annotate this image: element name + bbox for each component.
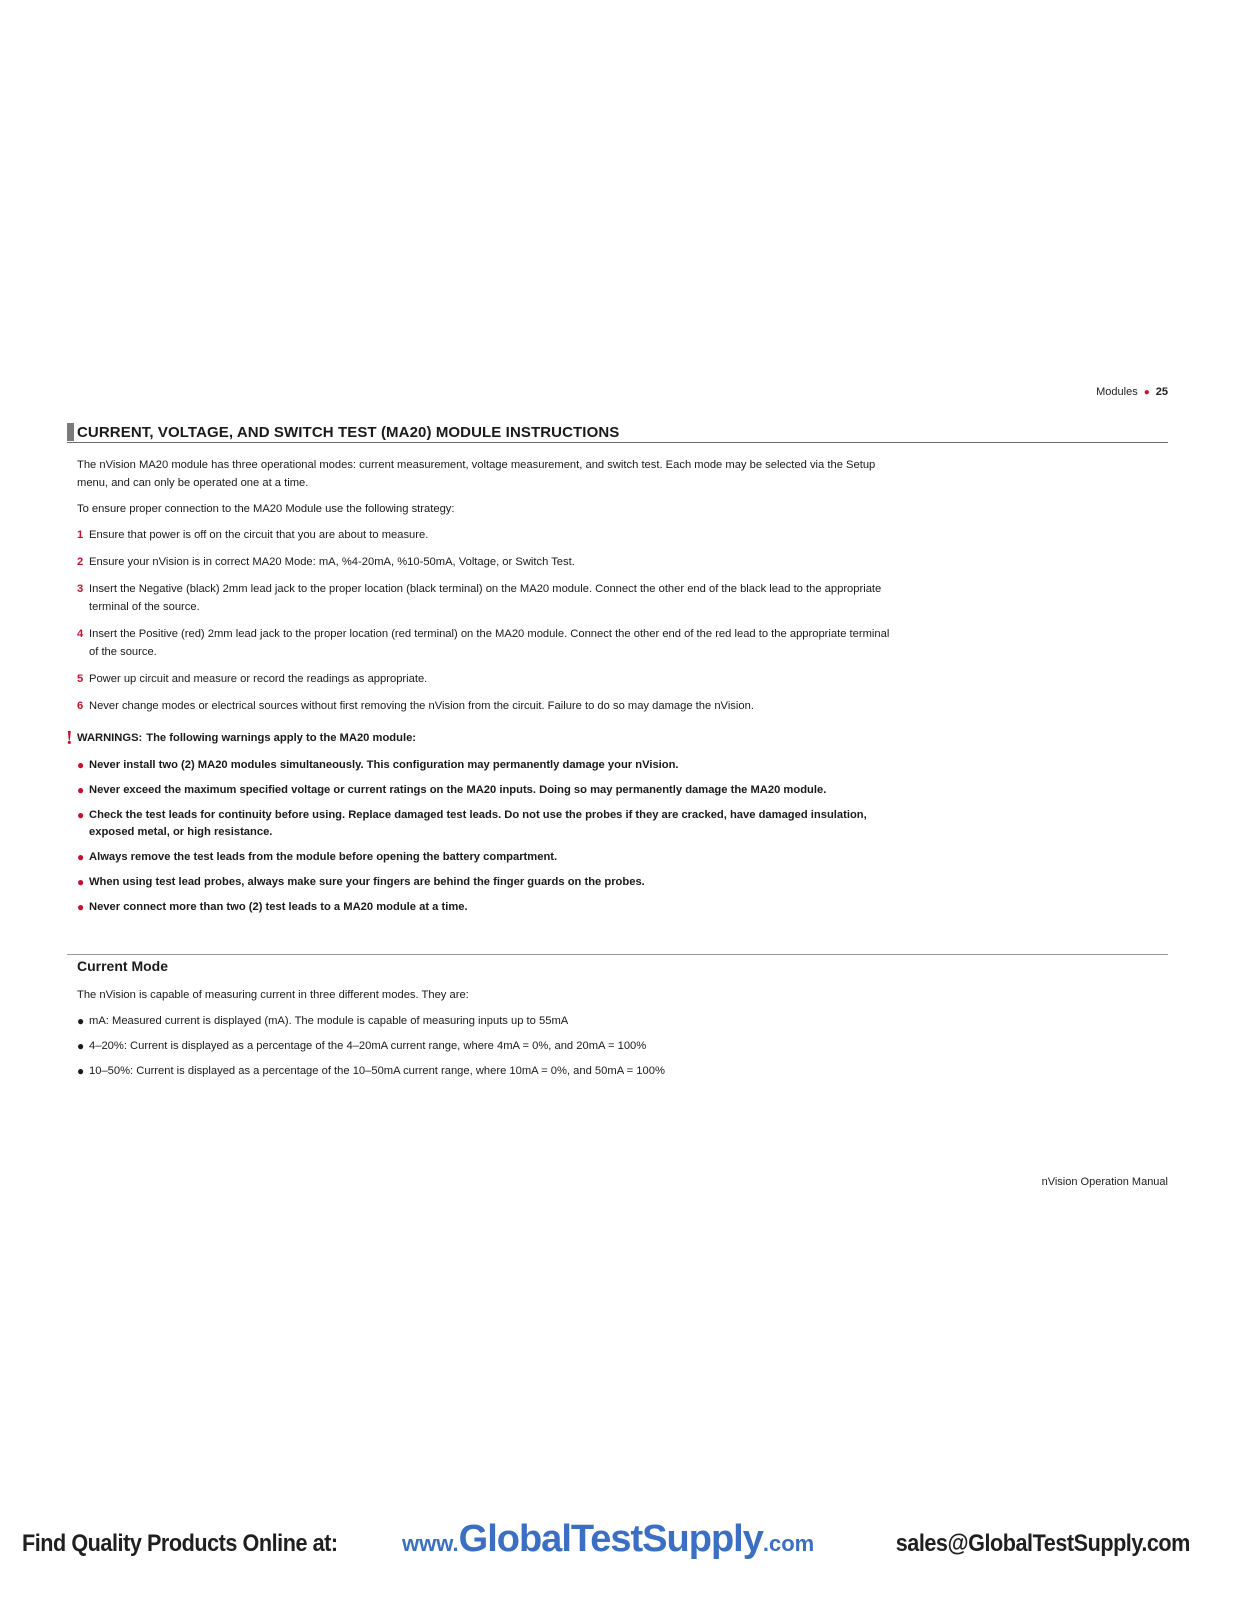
warning-text: Never exceed the maximum specified voltage or current ratings on the MA20 inputs. Doing so may permanently damage the MA20 module. [89, 784, 827, 796]
bullet-icon: ● [77, 875, 85, 889]
steps-list [77, 526, 892, 715]
main-content [66, 456, 892, 924]
bullet-icon: ● [77, 758, 85, 772]
header-section: Modules [1096, 386, 1138, 398]
mode-text: 4–20%: Current is displayed as a percentage of the 4–20mA current range, where 4mA = 0%, and 20mA = 100% [89, 1040, 647, 1052]
step-text: Power up circuit and measure or record the readings as appropriate. [89, 673, 428, 685]
step-item [77, 553, 892, 571]
current-mode-intro: The nVision is capable of measuring current in three different modes. They are: [77, 989, 469, 1001]
page-number: 25 [1155, 386, 1168, 398]
warnings-list [77, 757, 892, 916]
current-mode-list [77, 1012, 892, 1080]
bullet-icon: ● [77, 900, 85, 914]
strategy-paragraph: To ensure proper connection to the MA20 Module use the following strategy: [77, 503, 455, 515]
warning-text: Always remove the test leads from the module before opening the battery compartment. [89, 851, 558, 863]
step-number: 5 [77, 673, 84, 685]
mode-item [77, 1062, 892, 1080]
step-number: 2 [77, 556, 84, 568]
bullet-icon: ● [77, 1064, 85, 1078]
step-text: Ensure your nVision is in correct MA20 Mode: mA, %4-20mA, %10-50mA, Voltage, or Switch Test. [89, 556, 575, 568]
warnings-heading [66, 729, 892, 747]
intro-paragraph: The nVision MA20 module has three operational modes: current measurement, voltage measurement, and switch test. Each mode may be selected via the Setup menu, and can only be operated one at a time. [77, 459, 876, 489]
bullet-icon: ● [77, 850, 85, 864]
step-item [77, 526, 892, 544]
url-main: GlobalTestSupply [458, 1518, 763, 1560]
section-title [67, 423, 1168, 443]
current-mode-section [77, 956, 892, 1087]
title-bar-marker [67, 423, 74, 441]
page-footer: nVision Operation Manual [1041, 1176, 1168, 1188]
warning-text: Never install two (2) MA20 modules simultaneously. This configuration may permanently damage your nVision. [89, 759, 679, 771]
warning-item [77, 757, 892, 774]
step-number: 4 [77, 628, 84, 640]
warning-item [77, 849, 892, 866]
banner-email-link[interactable]: sales@GlobalTestSupply.com [895, 1530, 1190, 1557]
url-prefix: www. [402, 1531, 459, 1556]
step-text: Ensure that power is off on the circuit that you are about to measure. [89, 529, 429, 541]
mode-text: 10–50%: Current is displayed as a percentage of the 10–50mA current range, where 10mA = 0%, and 50mA = 100% [89, 1065, 665, 1077]
mode-text: mA: Measured current is displayed (mA). The module is capable of measuring inputs up to 55mA [89, 1015, 569, 1027]
mode-item [77, 1012, 892, 1030]
step-item [77, 580, 892, 616]
banner-find-text: Find Quality Products Online at: [22, 1530, 338, 1557]
current-mode-heading: Current Mode [77, 958, 168, 974]
warnings-label: WARNINGS: [77, 732, 143, 744]
step-item [77, 697, 892, 715]
warning-text: When using test lead probes, always make sure your fingers are behind the finger guards on the probes. [89, 876, 645, 888]
warning-icon: ! [66, 727, 73, 749]
promo-banner [0, 1520, 1237, 1570]
bullet-dot-icon: ● [1143, 386, 1150, 398]
warning-item [77, 807, 892, 841]
step-item [77, 625, 892, 661]
warning-item [77, 899, 892, 916]
warnings-intro: The following warnings apply to the MA20 module: [146, 732, 417, 744]
bullet-icon: ● [77, 783, 85, 797]
url-tld: .com [762, 1531, 815, 1556]
step-text: Never change modes or electrical sources without first removing the nVision from the circuit. Failure to do so may damage the nVision. [89, 700, 754, 712]
step-number: 1 [77, 529, 84, 541]
step-number: 6 [77, 700, 84, 712]
page-header [1096, 386, 1168, 398]
mode-item [77, 1037, 892, 1055]
section-divider [67, 954, 1168, 955]
step-text: Insert the Positive (red) 2mm lead jack to the proper location (red terminal) on the MA20 module. Connect the other end of the red lead to the appropriate terminal of the source. [89, 628, 890, 658]
bullet-icon: ● [77, 1014, 85, 1028]
warning-text: Check the test leads for continuity before using. Replace damaged test leads. Do not use the probes if they are cracked, have damaged insulation, exposed metal, or high resistance. [89, 809, 867, 838]
banner-site-link[interactable] [402, 1518, 814, 1561]
warning-text: Never connect more than two (2) test leads to a MA20 module at a time. [89, 901, 468, 913]
warning-item [77, 874, 892, 891]
step-item [77, 670, 892, 688]
step-text: Insert the Negative (black) 2mm lead jack to the proper location (black terminal) on the MA20 module. Connect the other end of the black lead to the appropriate terminal of the source. [89, 583, 882, 613]
bullet-icon: ● [77, 808, 85, 822]
warning-item [77, 782, 892, 799]
page-title: CURRENT, VOLTAGE, AND SWITCH TEST (MA20) MODULE INSTRUCTIONS [77, 423, 620, 441]
bullet-icon: ● [77, 1039, 85, 1053]
step-number: 3 [77, 583, 84, 595]
